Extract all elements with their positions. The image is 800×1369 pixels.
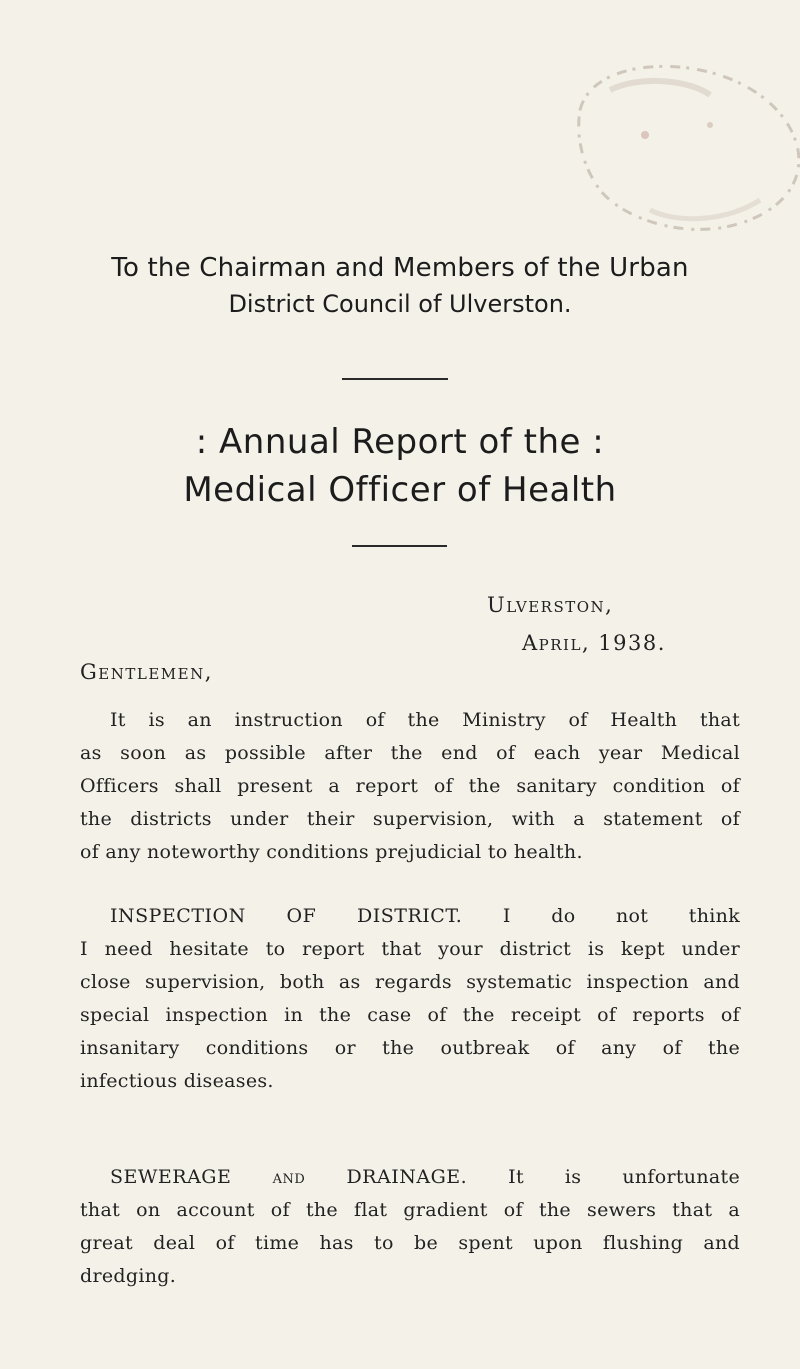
paragraph-line [80, 900, 740, 933]
divider-rule [342, 378, 448, 380]
heading-word: and [272, 1166, 306, 1188]
paragraph-line: of any noteworthy conditions prejudicial to health. [80, 841, 583, 863]
paragraph-line: I need hesitate to report that your district is kept under [80, 938, 740, 960]
paragraph-sewerage [80, 1161, 740, 1293]
paragraph-line: insanitary conditions or the outbreak of any of the [80, 1037, 740, 1059]
section-heading-inspection: INSPECTION OF DISTRICT. [110, 905, 463, 927]
paragraph-line: dredging. [80, 1265, 177, 1287]
salutation: Gentlemen, [80, 660, 213, 684]
paragraph-line: the districts under their supervision, with a statement of [80, 808, 740, 830]
divider-rule [352, 545, 447, 547]
paragraph-line: It is an instruction of the Ministry of Health that [110, 709, 740, 731]
dateline-date: April, 1938. [522, 631, 666, 655]
addressee-line-2: District Council of Ulverston. [228, 290, 572, 318]
paragraph-line [80, 1161, 740, 1194]
paragraph-line: infectious diseases. [80, 1070, 274, 1092]
report-title-line-1: : Annual Report of the : [195, 422, 605, 462]
paragraph-introduction [80, 704, 740, 869]
paragraph-text: It is unfortunate [508, 1166, 740, 1188]
report-title-line-2: Medical Officer of Health [183, 470, 617, 510]
paragraph-inspection [80, 900, 740, 1098]
section-heading-sewerage [110, 1166, 467, 1188]
paragraph-text: I do not think [502, 905, 741, 927]
paragraph-line: close supervision, both as regards systematic inspection and [80, 971, 740, 993]
heading-word: DRAINAGE. [346, 1166, 468, 1188]
heading-word: SEWERAGE [110, 1166, 232, 1188]
paragraph-line: special inspection in the case of the receipt of reports of [80, 1004, 740, 1026]
paper-stain-mark [560, 50, 800, 235]
addressee-line-1: To the Chairman and Members of the Urban [111, 253, 689, 283]
paragraph-line: Officers shall present a report of the sanitary condition of [80, 775, 740, 797]
paragraph-line: that on account of the flat gradient of the sewers that a [80, 1199, 740, 1221]
paragraph-line: great deal of time has to be spent upon flushing and [80, 1232, 740, 1254]
paragraph-line: as soon as possible after the end of each year Medical [80, 742, 740, 764]
dateline-place: Ulverston, [487, 593, 614, 617]
